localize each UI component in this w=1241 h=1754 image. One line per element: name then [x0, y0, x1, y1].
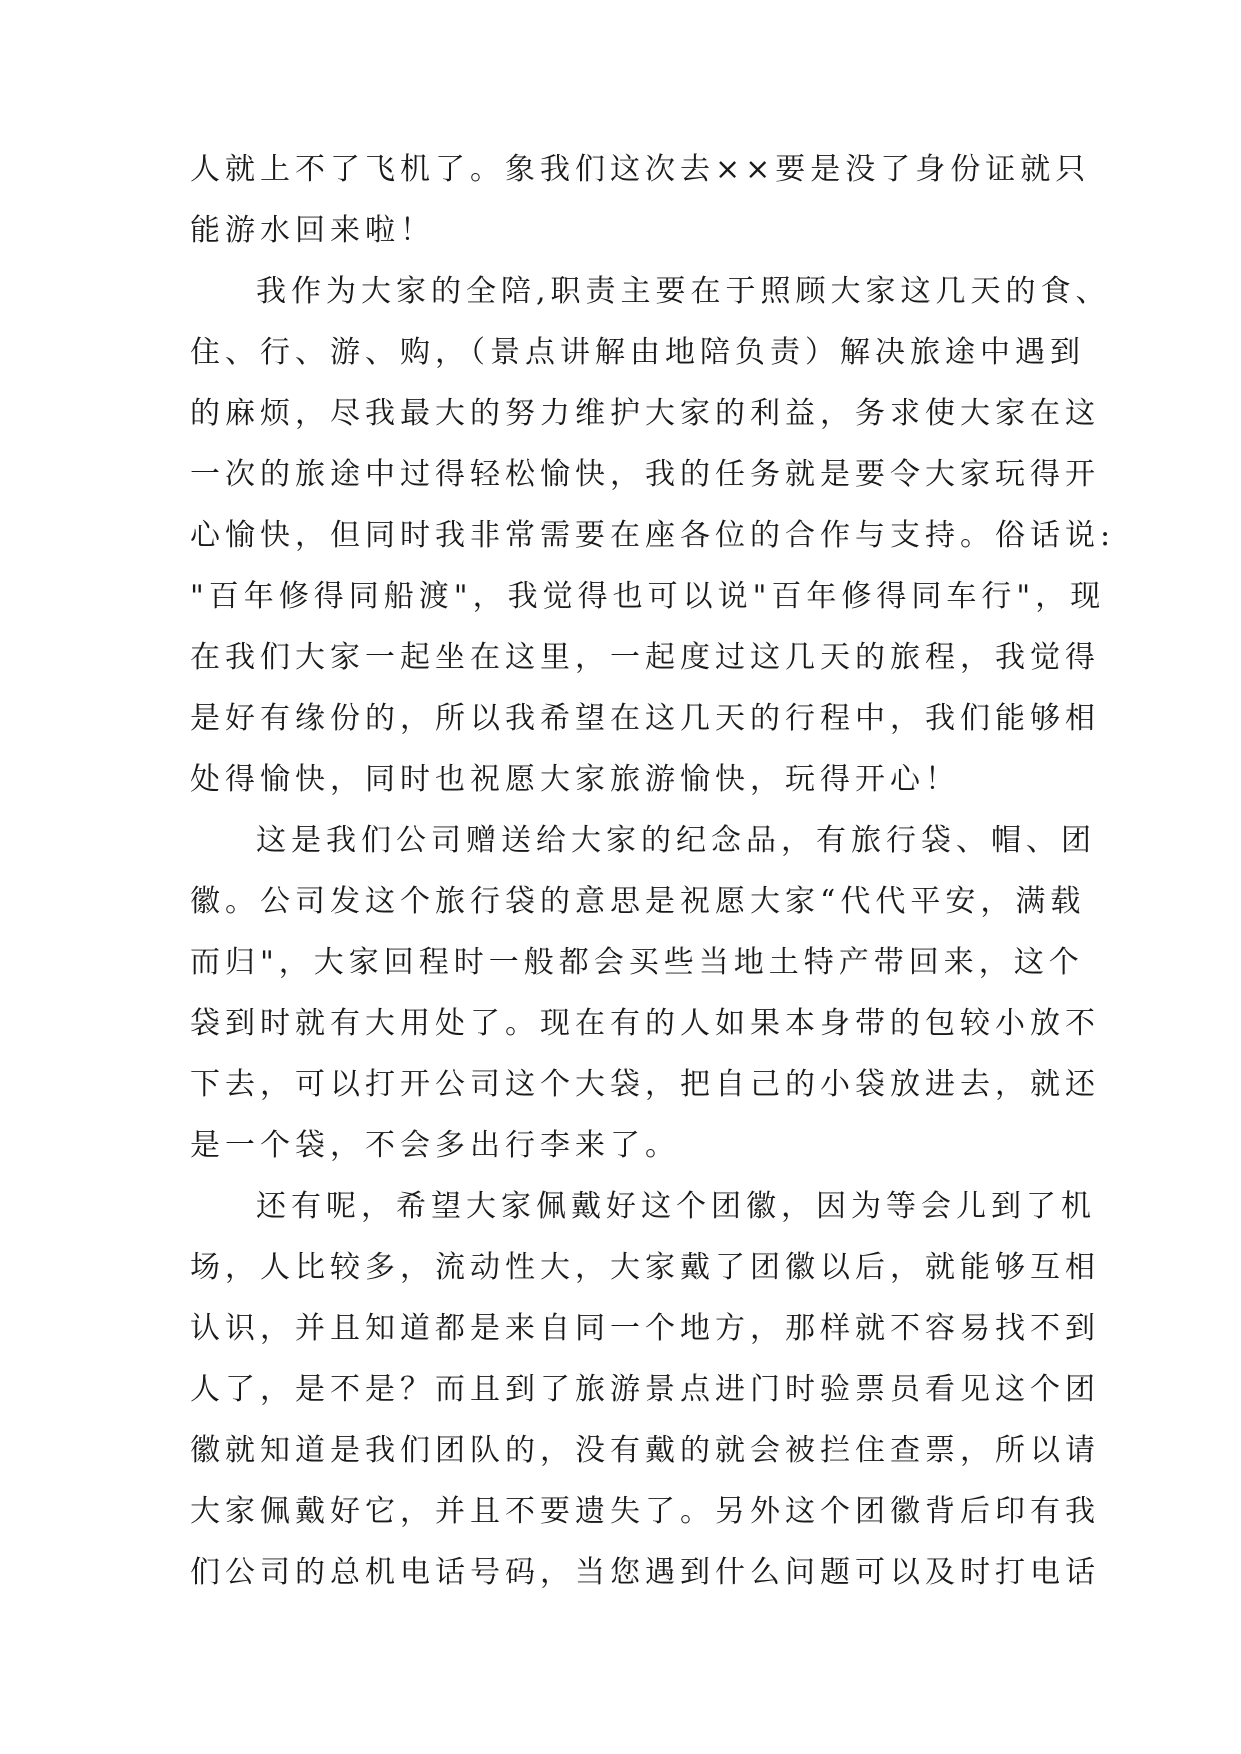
text-line: 徽就知道是我们团队的，没有戴的就会被拦住查票，所以请: [190, 1433, 1100, 1468]
text-line: 住、行、游、购，（景点讲解由地陪负责）解决旅途中遇到: [190, 335, 1085, 370]
text-line: 袋到时就有大用处了。现在有的人如果本身带的包较小放不: [190, 1006, 1100, 1041]
text-line: 在我们大家一起坐在这里，一起度过这几天的旅程，我觉得: [190, 640, 1100, 675]
text-line: 们公司的总机电话号码，当您遇到什么问题可以及时打电话: [190, 1555, 1100, 1590]
text-line: 而归"，大家回程时一般都会买些当地土特产带回来，这个: [190, 945, 1084, 980]
text-line: 能游水回来啦！: [190, 213, 435, 248]
text-line: "百年修得同船渡"，我觉得也可以说"百年修得同车行"，现: [190, 579, 1106, 614]
text-line: 下去，可以打开公司这个大袋，把自己的小袋放进去，就还: [190, 1067, 1100, 1102]
text-line: 的麻烦，尽我最大的努力维护大家的利益，务求使大家在这: [190, 396, 1100, 431]
text-line: 心愉快，但同时我非常需要在座各位的合作与支持。俗话说:: [190, 518, 1116, 553]
text-line: 人就上不了飞机了。象我们这次去××要是没了身份证就只: [190, 152, 1091, 187]
text-line: 处得愉快，同时也祝愿大家旅游愉快，玩得开心！: [190, 762, 960, 797]
text-line: 还有呢，希望大家佩戴好这个团徽，因为等会儿到了机: [256, 1189, 1096, 1224]
text-line: 徽。公司发这个旅行袋的意思是祝愿大家“代代平安，满载: [190, 884, 1086, 919]
text-line: 是好有缘份的，所以我希望在这几天的行程中，我们能够相: [190, 701, 1100, 736]
text-line: 是一个袋，不会多出行李来了。: [190, 1128, 680, 1163]
text-line: 场，人比较多，流动性大，大家戴了团徽以后，就能够互相: [190, 1250, 1100, 1285]
text-line: 我作为大家的全陪,职责主要在于照顾大家这几天的食、: [256, 274, 1111, 309]
text-line: 这是我们公司赠送给大家的纪念品，有旅行袋、帽、团: [256, 823, 1096, 858]
text-line: 大家佩戴好它，并且不要遗失了。另外这个团徽背后印有我: [190, 1494, 1100, 1529]
text-line: 人了，是不是？而且到了旅游景点进门时验票员看见这个团: [190, 1372, 1100, 1407]
text-line: 一次的旅途中过得轻松愉快，我的任务就是要令大家玩得开: [190, 457, 1100, 492]
text-line: 认识，并且知道都是来自同一个地方，那样就不容易找不到: [190, 1311, 1100, 1346]
